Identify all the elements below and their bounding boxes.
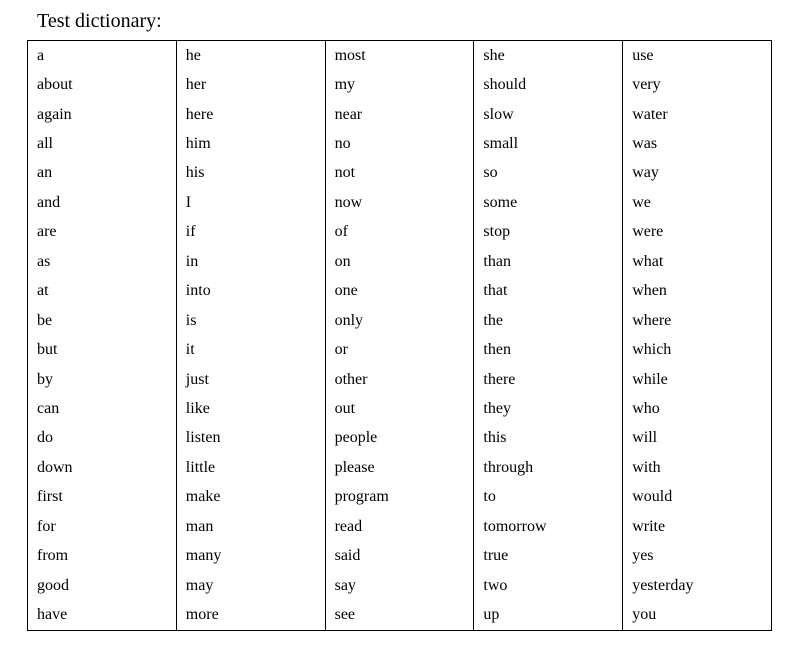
table-row (28, 218, 772, 247)
dictionary-word-cell: what (623, 247, 772, 276)
dictionary-word-cell: yesterday (623, 571, 772, 600)
dictionary-word-cell: can (28, 394, 177, 423)
table-row (28, 335, 772, 364)
dictionary-word-cell: water (623, 100, 772, 129)
dictionary-word-cell: do (28, 424, 177, 453)
dictionary-word-cell: please (325, 453, 474, 482)
dictionary-word-cell: again (28, 100, 177, 129)
dictionary-word-cell: for (28, 512, 177, 541)
dictionary-word-cell: many (176, 541, 325, 570)
dictionary-word-cell: most (325, 41, 474, 71)
dictionary-word-cell: if (176, 218, 325, 247)
dictionary-word-cell: say (325, 571, 474, 600)
dictionary-word-cell: little (176, 453, 325, 482)
table-row (28, 541, 772, 570)
dictionary-word-cell: of (325, 218, 474, 247)
dictionary-word-cell: down (28, 453, 177, 482)
table-row (28, 571, 772, 600)
dictionary-word-cell: some (474, 188, 623, 217)
dictionary-table-body (28, 41, 772, 631)
dictionary-word-cell: here (176, 100, 325, 129)
dictionary-word-cell: listen (176, 424, 325, 453)
table-row (28, 512, 772, 541)
dictionary-word-cell: there (474, 365, 623, 394)
dictionary-word-cell: slow (474, 100, 623, 129)
dictionary-word-cell: than (474, 247, 623, 276)
dictionary-word-cell: program (325, 483, 474, 512)
dictionary-word-cell: was (623, 129, 772, 158)
dictionary-word-cell: to (474, 483, 623, 512)
dictionary-word-cell: all (28, 129, 177, 158)
table-row (28, 129, 772, 158)
dictionary-word-cell: only (325, 306, 474, 335)
dictionary-word-cell: a (28, 41, 177, 71)
dictionary-word-cell: on (325, 247, 474, 276)
dictionary-word-cell: just (176, 365, 325, 394)
dictionary-word-cell: near (325, 100, 474, 129)
dictionary-word-cell: my (325, 70, 474, 99)
table-row (28, 159, 772, 188)
dictionary-word-cell: an (28, 159, 177, 188)
table-row (28, 306, 772, 335)
dictionary-word-cell: she (474, 41, 623, 71)
dictionary-word-cell: by (28, 365, 177, 394)
dictionary-word-cell: one (325, 277, 474, 306)
dictionary-word-cell: through (474, 453, 623, 482)
dictionary-word-cell: him (176, 129, 325, 158)
table-row (28, 394, 772, 423)
dictionary-word-cell: this (474, 424, 623, 453)
dictionary-word-cell: you (623, 600, 772, 630)
dictionary-word-cell: may (176, 571, 325, 600)
dictionary-word-cell: like (176, 394, 325, 423)
dictionary-word-cell: are (28, 218, 177, 247)
table-row (28, 247, 772, 276)
dictionary-word-cell: they (474, 394, 623, 423)
dictionary-word-cell: use (623, 41, 772, 71)
dictionary-word-cell: her (176, 70, 325, 99)
dictionary-word-cell: so (474, 159, 623, 188)
dictionary-word-cell: the (474, 306, 623, 335)
table-row (28, 483, 772, 512)
table-row (28, 41, 772, 71)
dictionary-word-cell: said (325, 541, 474, 570)
dictionary-word-cell: where (623, 306, 772, 335)
dictionary-word-cell: were (623, 218, 772, 247)
dictionary-word-cell: I (176, 188, 325, 217)
dictionary-word-cell: his (176, 159, 325, 188)
dictionary-word-cell: good (28, 571, 177, 600)
dictionary-word-cell: who (623, 394, 772, 423)
dictionary-word-cell: about (28, 70, 177, 99)
dictionary-word-cell: man (176, 512, 325, 541)
dictionary-word-cell: which (623, 335, 772, 364)
dictionary-word-cell: two (474, 571, 623, 600)
dictionary-word-cell: he (176, 41, 325, 71)
dictionary-word-cell: now (325, 188, 474, 217)
dictionary-word-cell: will (623, 424, 772, 453)
table-row (28, 424, 772, 453)
document-title: Test dictionary: (37, 10, 162, 32)
dictionary-word-cell: but (28, 335, 177, 364)
dictionary-word-cell: write (623, 512, 772, 541)
dictionary-word-cell: that (474, 277, 623, 306)
dictionary-word-cell: see (325, 600, 474, 630)
dictionary-word-cell: first (28, 483, 177, 512)
dictionary-word-cell: way (623, 159, 772, 188)
dictionary-word-cell: up (474, 600, 623, 630)
dictionary-word-cell: more (176, 600, 325, 630)
dictionary-word-cell: be (28, 306, 177, 335)
dictionary-word-cell: into (176, 277, 325, 306)
dictionary-word-cell: people (325, 424, 474, 453)
dictionary-word-cell: with (623, 453, 772, 482)
dictionary-word-cell: when (623, 277, 772, 306)
dictionary-word-cell: make (176, 483, 325, 512)
dictionary-word-cell: as (28, 247, 177, 276)
dictionary-word-cell: while (623, 365, 772, 394)
table-row (28, 100, 772, 129)
dictionary-word-cell: then (474, 335, 623, 364)
dictionary-word-cell: is (176, 306, 325, 335)
table-row (28, 365, 772, 394)
table-row (28, 70, 772, 99)
dictionary-word-cell: have (28, 600, 177, 630)
dictionary-word-cell: it (176, 335, 325, 364)
dictionary-word-cell: at (28, 277, 177, 306)
dictionary-word-cell: read (325, 512, 474, 541)
dictionary-word-cell: true (474, 541, 623, 570)
dictionary-word-cell: yes (623, 541, 772, 570)
dictionary-word-cell: very (623, 70, 772, 99)
dictionary-word-cell: from (28, 541, 177, 570)
dictionary-word-cell: stop (474, 218, 623, 247)
dictionary-word-cell: in (176, 247, 325, 276)
table-row (28, 453, 772, 482)
dictionary-word-cell: tomorrow (474, 512, 623, 541)
dictionary-word-cell: not (325, 159, 474, 188)
dictionary-word-cell: small (474, 129, 623, 158)
dictionary-word-cell: other (325, 365, 474, 394)
table-row (28, 600, 772, 630)
dictionary-word-cell: would (623, 483, 772, 512)
dictionary-word-cell: and (28, 188, 177, 217)
dictionary-word-cell: we (623, 188, 772, 217)
dictionary-table (27, 40, 772, 631)
dictionary-word-cell: should (474, 70, 623, 99)
dictionary-word-cell: out (325, 394, 474, 423)
dictionary-word-cell: no (325, 129, 474, 158)
dictionary-word-cell: or (325, 335, 474, 364)
table-row (28, 188, 772, 217)
table-row (28, 277, 772, 306)
